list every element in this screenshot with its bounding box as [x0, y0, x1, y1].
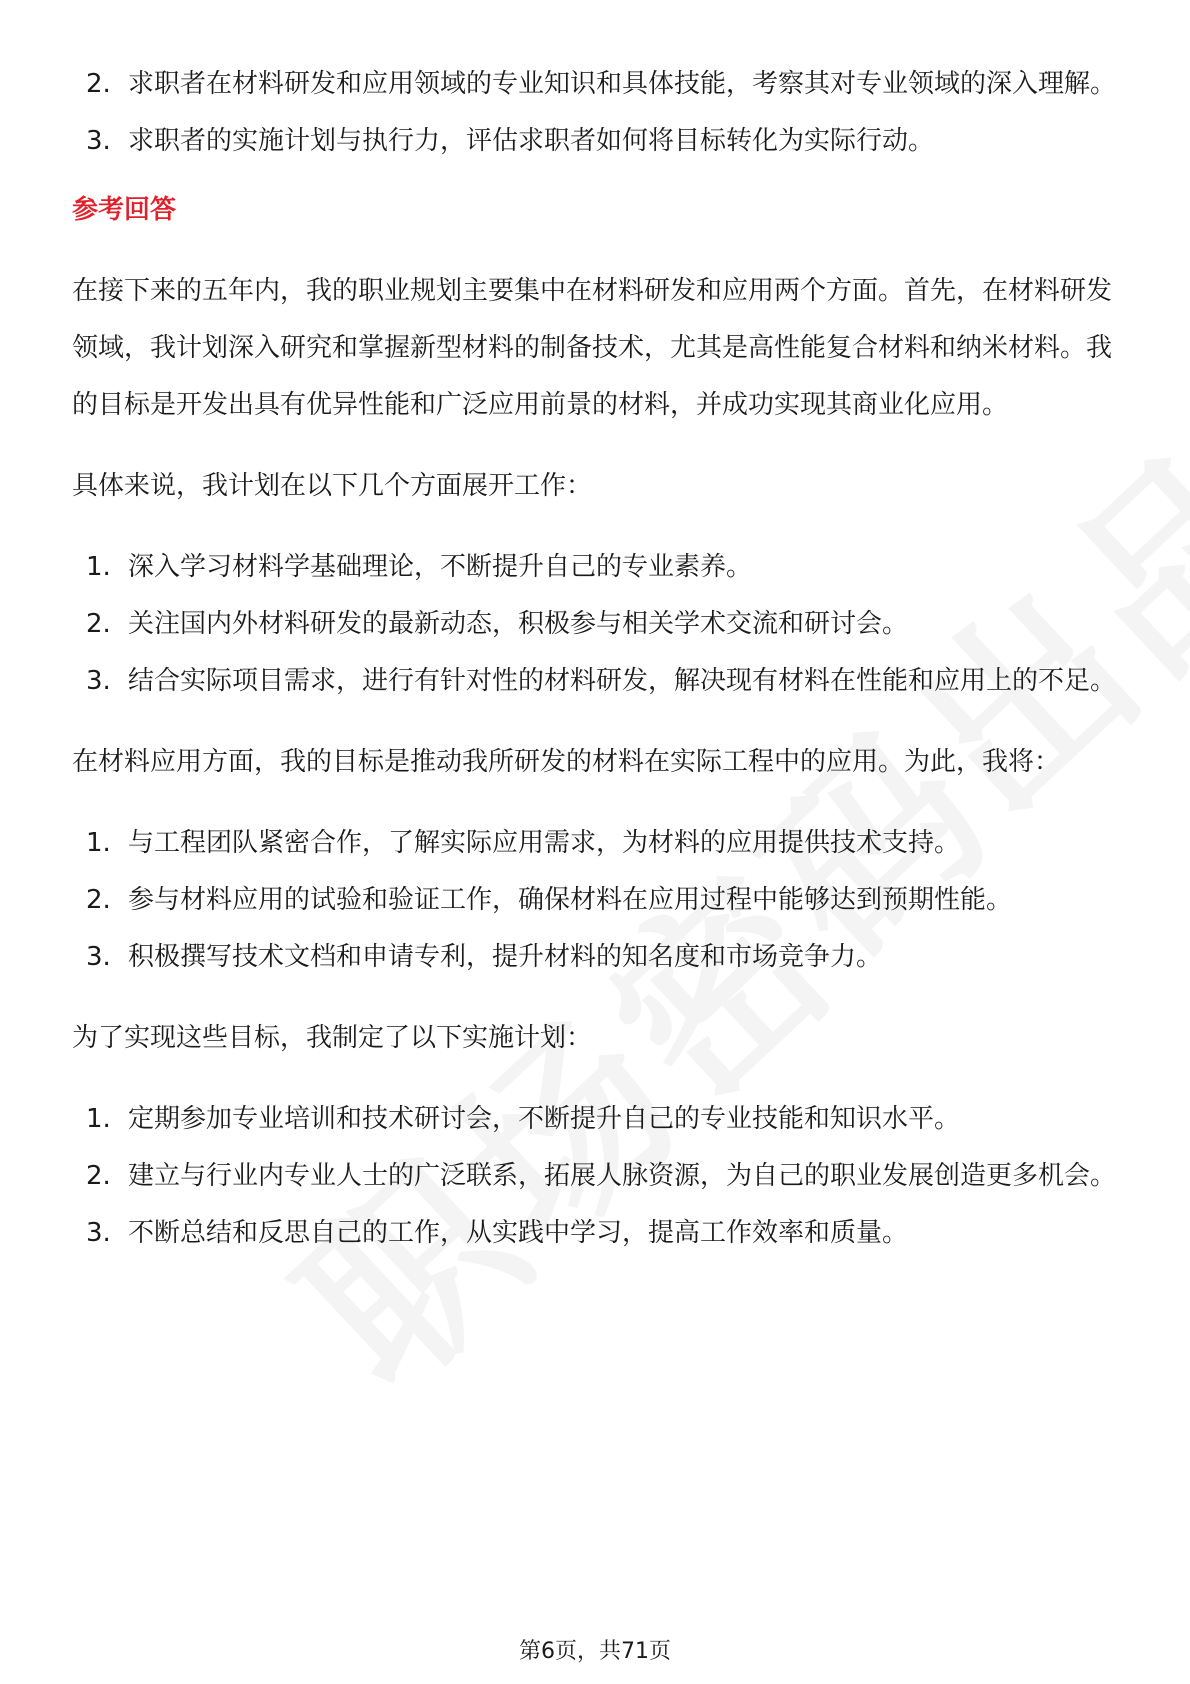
criteria-list	[72, 56, 1118, 170]
list-text: 参与材料应用的试验和验证工作，确保材料在应用过程中能够达到预期性能。	[128, 885, 1013, 915]
work-list	[72, 539, 1118, 710]
list-item	[72, 1205, 1118, 1262]
list-text: 建立与行业内专业人士的广泛联系，拓展人脉资源，为自己的职业发展创造更多机会。	[128, 1161, 1117, 1191]
paragraph: 具体来说，我计划在以下几个方面展开工作：	[72, 471, 593, 501]
list-item	[72, 872, 1118, 929]
list-text: 求职者在材料研发和应用领域的专业知识和具体技能，考察其对专业领域的深入理解。	[128, 69, 1117, 99]
list-number: 3.	[86, 1218, 111, 1248]
list-text: 与工程团队紧密合作，了解实际应用需求，为材料的应用提供技术支持。	[128, 828, 961, 858]
list-number: 2.	[86, 1161, 111, 1191]
list-number: 1.	[86, 552, 111, 582]
list-number: 3.	[86, 666, 111, 696]
list-text: 关注国内外材料研发的最新动态，积极参与相关学术交流和研讨会。	[128, 609, 909, 639]
list-text: 定期参加专业培训和技术研讨会，不断提升自己的专业技能和知识水平。	[128, 1104, 961, 1134]
section-heading: 参考回答	[72, 195, 177, 225]
list-number: 3.	[86, 942, 111, 972]
list-item	[72, 1148, 1118, 1205]
list-text: 不断总结和反思自己的工作，从实践中学习，提高工作效率和质量。	[128, 1218, 909, 1248]
list-number: 2.	[86, 609, 111, 639]
list-number: 2.	[86, 69, 111, 99]
list-item	[72, 113, 1118, 170]
page-content	[72, 56, 1118, 1262]
page-number: 第6页，共71页	[519, 1639, 671, 1664]
list-text: 深入学习材料学基础理论，不断提升自己的专业素养。	[128, 552, 753, 582]
list-number: 3.	[86, 126, 111, 156]
list-item	[72, 539, 1118, 596]
application-list	[72, 815, 1118, 986]
paragraph: 在材料应用方面，我的目标是推动我所研发的材料在实际工程中的应用。为此，我将：	[72, 747, 1061, 777]
list-item	[72, 653, 1118, 710]
list-number: 2.	[86, 885, 111, 915]
paragraph: 为了实现这些目标，我制定了以下实施计划：	[72, 1023, 593, 1053]
list-text: 积极撰写技术文档和申请专利，提升材料的知名度和市场竞争力。	[128, 942, 883, 972]
paragraph: 在接下来的五年内，我的职业规划主要集中在材料研发和应用两个方面。首先，在材料研发领域，我计划深入研究和掌握新型材料的制备技术，尤其是高性能复合材料和纳米材料。我的目标是开发出具有优异性能和广泛应用前景的材料，并成功实现其商业化应用。	[72, 276, 1113, 420]
list-text: 求职者的实施计划与执行力，评估求职者如何将目标转化为实际行动。	[128, 126, 935, 156]
list-number: 1.	[86, 828, 111, 858]
plan-list	[72, 1091, 1118, 1262]
list-number: 1.	[86, 1104, 111, 1134]
list-item	[72, 56, 1118, 113]
list-item	[72, 815, 1118, 872]
list-item	[72, 1091, 1118, 1148]
list-item	[72, 596, 1118, 653]
list-text: 结合实际项目需求，进行有针对性的材料研发，解决现有材料在性能和应用上的不足。	[128, 666, 1117, 696]
list-item	[72, 929, 1118, 986]
